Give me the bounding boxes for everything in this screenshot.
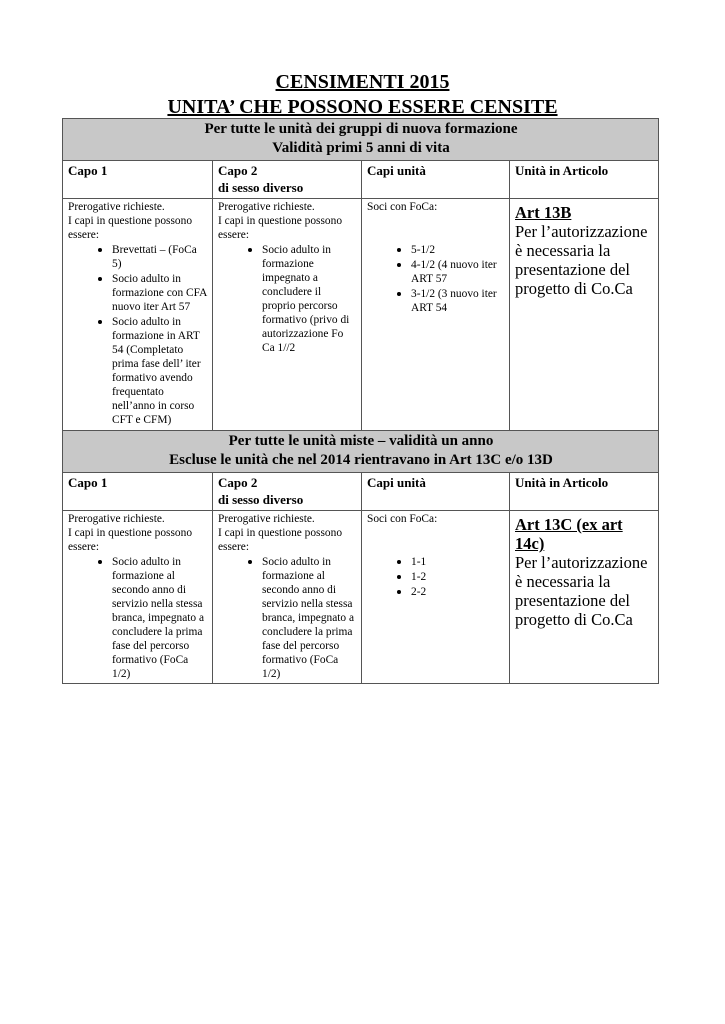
section2-body-row [63, 511, 659, 684]
section1-header-row [63, 161, 659, 199]
section1-articolo-text: Per l’autorizzazione è necessaria la presentazione del progetto di Co.Ca [515, 222, 648, 298]
list-item: • 5-1/2 [411, 242, 505, 257]
section2-capo1-list [68, 554, 208, 681]
census-table [62, 118, 659, 684]
section2-capo2-list [218, 554, 357, 681]
col-header-capo2: Capo 2 di sesso diverso [213, 473, 362, 511]
list-item: • Socio adulto in formazione al secondo anno di servizio nella stessa branca, impegnato a concludere la prima fase del percorso formativo (FoCa 1/2) [112, 554, 208, 681]
col-header-capi-unita: Capi unità [362, 473, 510, 511]
section1-body-row [63, 199, 659, 431]
list-item: • 1-2 [411, 569, 505, 584]
section1-articolo-cell [510, 199, 659, 431]
section1-capo1-cell: Prerogative richieste. I capi in questione possono essere: • Brevettati – (FoCa 5) • Socio adulto in formazione con CFA nuovo iter Art 57 • Socio adulto in formazione in ART 54 (Completato prima fase dell’ iter formativo avendo frequentato nell’anno in corso CFT e CFM) [63, 199, 213, 431]
section2-capo1-cell: Prerogative richieste. I capi in questione possono essere: • Socio adulto in formazione al secondo anno di servizio nella stessa branca, impegnato a concludere la prima fase del percorso formativo (FoCa 1/2) [63, 511, 213, 684]
col-header-capo2-sub: di sesso diverso [218, 180, 304, 195]
section2-articolo-title: Art 13C (ex art 14c) [515, 515, 623, 553]
col-header-capo2-sub: di sesso diverso [218, 492, 304, 507]
col-header-articolo: Unità in Articolo [510, 473, 659, 511]
section2-articolo-cell [510, 511, 659, 684]
section1-articolo-title: Art 13B [515, 203, 572, 222]
col-header-articolo: Unità in Articolo [510, 161, 659, 199]
section2-band-line2: Escluse le unità che nel 2014 rientravano in Art 13C e/o 13D [169, 452, 553, 468]
section2-capi-unita-list [367, 554, 505, 599]
section1-capo1-list [68, 242, 208, 427]
section1-band [63, 119, 659, 161]
section1-capo2-cell: Prerogative richieste. I capi in questione possono essere: • Socio adulto in formazione impegnato a concludere il proprio percorso formativo (privo di autorizzazione Fo Ca 1//2 [213, 199, 362, 431]
section1-capi-unita-list [367, 242, 505, 315]
col-header-capo2: Capo 2 di sesso diverso [213, 161, 362, 199]
section2-header-row [63, 473, 659, 511]
section2-capi-unita-cell: Soci con FoCa: • 1-1 • 1-2 • 2-2 [362, 511, 510, 684]
list-item: • Brevettati – (FoCa 5) [112, 242, 208, 271]
section1-band-line2: Validità primi 5 anni di vita [272, 140, 450, 156]
document-title [0, 70, 725, 120]
section1-band-line1: Per tutte le unità dei gruppi di nuova formazione [204, 121, 518, 137]
title-line-1: CENSIMENTI 2015 [275, 71, 450, 93]
col-header-capi-unita: Capi unità [362, 161, 510, 199]
section2-articolo-text: Per l’autorizzazione è necessaria la presentazione del progetto di Co.Ca [515, 553, 648, 629]
col-header-capo1: Capo 1 [63, 473, 213, 511]
title-line-2: UNITA’ CHE POSSONO ESSERE CENSITE [167, 96, 558, 118]
list-item: • 3-1/2 (3 nuovo iter ART 54 [411, 286, 505, 315]
list-item: • Socio adulto in formazione in ART 54 (Completato prima fase dell’ iter formativo avendo frequentato nell’anno in corso CFT e CFM) [112, 314, 208, 427]
list-item: • 4-1/2 (4 nuovo iter ART 57 [411, 257, 505, 286]
list-item: • 1-1 [411, 554, 505, 569]
section2-band [63, 431, 659, 473]
list-item: • Socio adulto in formazione con CFA nuovo iter Art 57 [112, 271, 208, 314]
section2-band-line1: Per tutte le unità miste – validità un anno [228, 433, 494, 449]
col-header-capo1: Capo 1 [63, 161, 213, 199]
section1-capo2-list [218, 242, 357, 355]
list-item: • Socio adulto in formazione impegnato a concludere il proprio percorso formativo (privo di autorizzazione Fo Ca 1//2 [262, 242, 357, 355]
list-item: • 2-2 [411, 584, 505, 599]
section1-capi-unita-cell: Soci con FoCa: • 5-1/2 • 4-1/2 (4 nuovo iter ART 57 • 3-1/2 (3 nuovo iter ART 54 [362, 199, 510, 431]
list-item: • Socio adulto in formazione al secondo anno di servizio nella stessa branca, impegnato a concludere la prima fase del percorso formativo (FoCa 1/2) [262, 554, 357, 681]
section2-capo2-cell: Prerogative richieste. I capi in questione possono essere: • Socio adulto in formazione al secondo anno di servizio nella stessa branca, impegnato a concludere la prima fase del percorso formativo (FoCa 1/2) [213, 511, 362, 684]
